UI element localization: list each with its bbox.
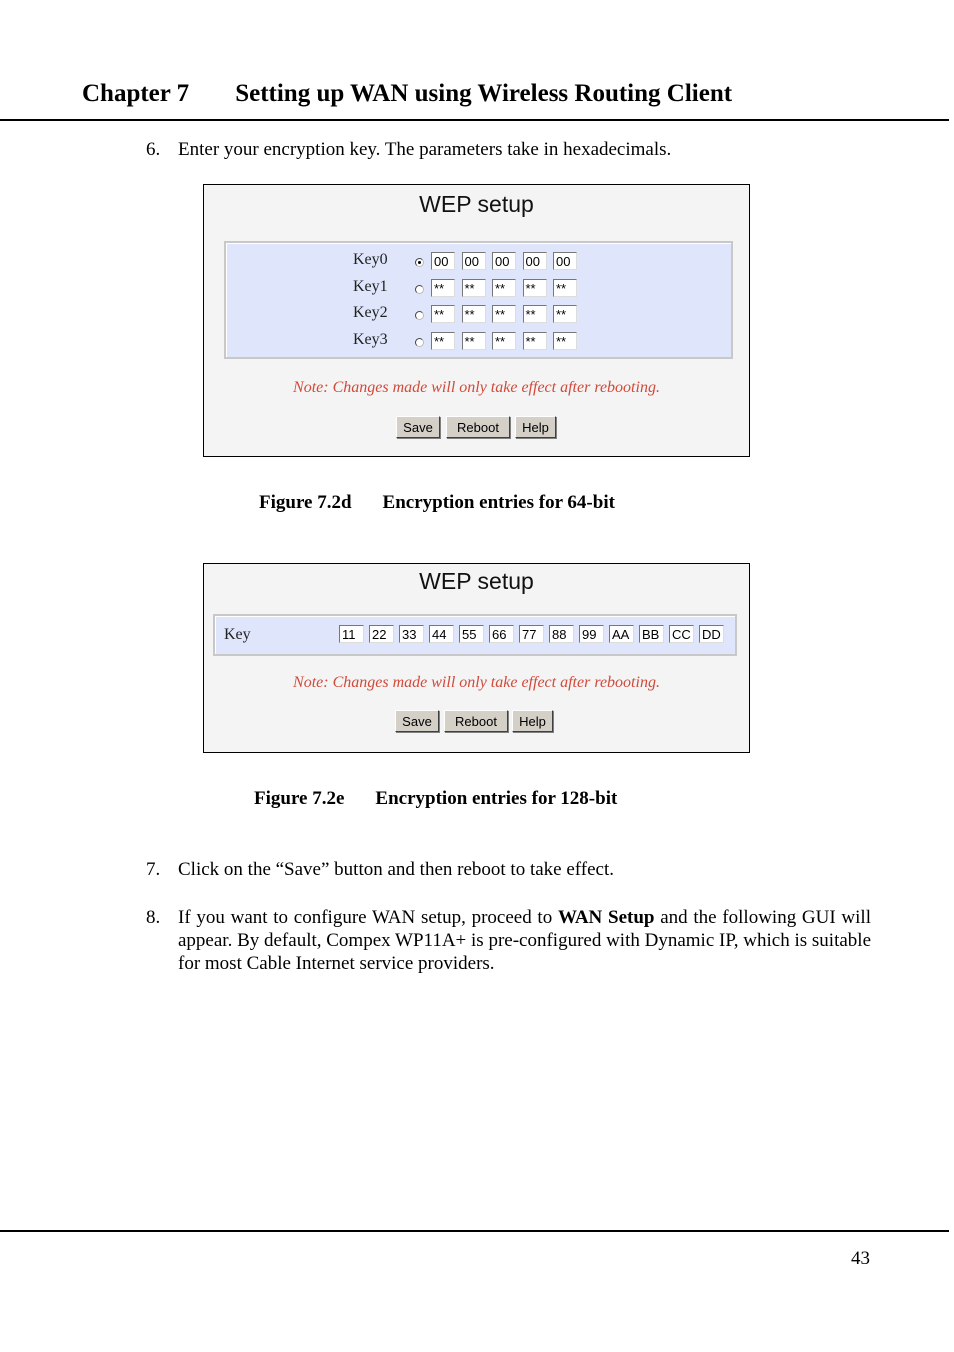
step-8 — [0, 906, 954, 978]
key-byte-input[interactable]: 00 — [553, 252, 577, 270]
key-byte-input[interactable]: 55 — [459, 625, 484, 643]
key-byte-input[interactable]: 00 — [431, 252, 455, 270]
key-byte-input[interactable]: BB — [639, 625, 664, 643]
footer-rule — [0, 1230, 949, 1232]
key-byte-input[interactable]: ** — [553, 332, 577, 350]
key-byte-input[interactable]: ** — [523, 332, 547, 350]
help-button[interactable]: Help — [515, 416, 556, 438]
caption-text: Encryption entries for 64-bit — [382, 492, 615, 513]
wep-title: WEP setup — [419, 191, 534, 217]
key-label: Key2 — [353, 304, 388, 321]
reboot-note: Note: Changes made will only take effect after rebooting. — [293, 379, 660, 396]
step-text-before: If you want to configure WAN setup, proceed to — [178, 907, 558, 928]
wan-setup-term: WAN Setup — [557, 907, 655, 928]
key-label: Key — [224, 626, 251, 643]
key-byte-input[interactable]: 77 — [519, 625, 544, 643]
key-byte-input[interactable]: CC — [669, 625, 694, 643]
reboot-button[interactable]: Reboot — [446, 416, 510, 438]
figure-7-2e-caption — [254, 788, 617, 810]
key-byte-input[interactable]: ** — [553, 305, 577, 323]
wep-title: WEP setup — [419, 568, 534, 594]
key-byte-input[interactable]: 11 — [339, 625, 364, 643]
step-number: 6. — [146, 139, 161, 160]
key-byte-input[interactable]: ** — [431, 279, 455, 297]
key-byte-input[interactable]: ** — [523, 279, 547, 297]
key-radio[interactable] — [415, 338, 424, 347]
key-byte-input[interactable]: 66 — [489, 625, 514, 643]
key-byte-input[interactable]: 33 — [399, 625, 424, 643]
step-text: Click on the “Save” button and then reboot to take effect. — [178, 859, 614, 880]
wep-setup-128-figure — [203, 563, 750, 753]
key-byte-input[interactable]: AA — [609, 625, 634, 643]
key-byte-input[interactable]: ** — [492, 305, 516, 323]
key-byte-input[interactable]: 00 — [523, 252, 547, 270]
key-byte-input[interactable]: ** — [462, 305, 486, 323]
key-radio[interactable] — [415, 258, 424, 267]
key-byte-input[interactable]: ** — [462, 332, 486, 350]
chapter-title: Setting up WAN using Wireless Routing Client — [235, 80, 733, 107]
key-byte-input[interactable]: ** — [523, 305, 547, 323]
key-byte-input[interactable]: 22 — [369, 625, 394, 643]
step-text: Enter your encryption key. The parameters take in hexadecimals. — [178, 139, 672, 160]
key-byte-input[interactable]: 99 — [579, 625, 604, 643]
step-number: 7. — [146, 859, 161, 880]
key-panel — [224, 241, 733, 359]
key-label: Key0 — [353, 251, 388, 268]
key-byte-input[interactable]: 44 — [429, 625, 454, 643]
key-byte-input[interactable]: ** — [492, 332, 516, 350]
step-7 — [0, 858, 954, 882]
key-byte-input[interactable]: 00 — [492, 252, 516, 270]
key-label: Key3 — [353, 330, 388, 348]
wep-setup-64-figure — [203, 184, 750, 457]
step-text-after: and the following GUI will appear. By default, Compex WP11A+ is pre-configured with Dynamic IP, which is suitable for most Cable Internet service providers. — [178, 907, 871, 974]
key-radio[interactable] — [415, 311, 424, 320]
save-button[interactable]: Save — [395, 710, 439, 732]
chapter-label: Chapter 7 — [82, 80, 190, 107]
key-label: Key1 — [353, 277, 388, 295]
key-radio[interactable] — [415, 285, 424, 294]
key-byte-input[interactable]: ** — [431, 305, 455, 323]
save-button[interactable]: Save — [396, 416, 440, 438]
help-button[interactable]: Help — [512, 710, 553, 732]
reboot-note: Note: Changes made will only take effect after rebooting. — [293, 674, 660, 691]
key-byte-input[interactable]: ** — [462, 279, 486, 297]
caption-label: Figure 7.2d — [259, 492, 352, 513]
key-byte-input[interactable]: ** — [492, 279, 516, 297]
key-byte-input[interactable]: 88 — [549, 625, 574, 643]
caption-label: Figure 7.2e — [254, 788, 345, 809]
key-byte-input[interactable]: ** — [553, 279, 577, 297]
key-byte-input[interactable]: DD — [699, 625, 724, 643]
step-text — [178, 906, 871, 975]
key-byte-input[interactable]: ** — [431, 332, 455, 350]
step-number: 8. — [146, 907, 161, 928]
caption-text: Encryption entries for 128-bit — [375, 788, 618, 809]
figure-7-2d-caption — [259, 492, 615, 514]
page-number: 43 — [851, 1248, 870, 1269]
step-6 — [0, 138, 954, 162]
key-byte-input[interactable]: 00 — [462, 252, 486, 270]
key-panel — [213, 614, 737, 656]
reboot-button[interactable]: Reboot — [444, 710, 508, 732]
chapter-heading — [82, 80, 732, 108]
header-rule — [0, 119, 949, 121]
